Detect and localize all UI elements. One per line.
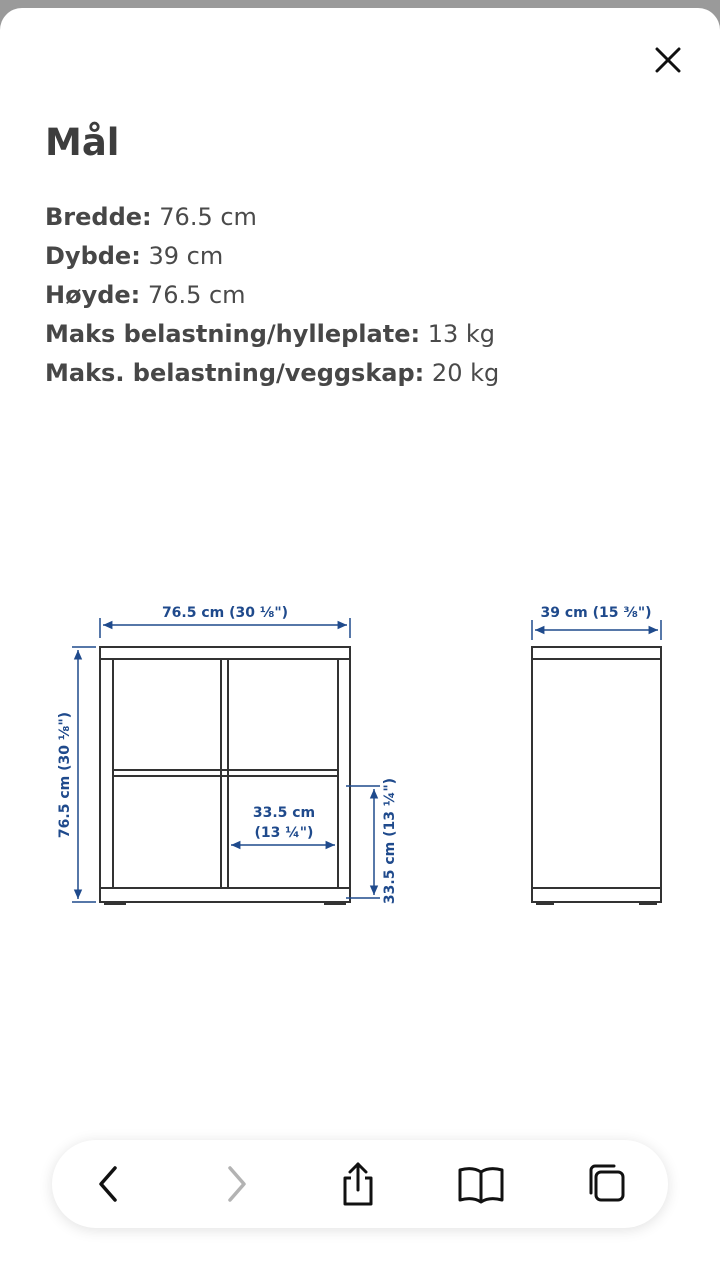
front-height-label: 76.5 cm (30 ⅛") [57,711,73,839]
spec-label: Dybde: [45,242,141,270]
book-icon [457,1164,505,1204]
spec-depth [45,237,499,276]
chevron-left-icon [95,1164,123,1204]
back-button[interactable] [79,1154,139,1214]
spec-value: 39 cm [148,242,224,270]
close-icon [655,47,681,73]
chevron-right-icon [222,1164,250,1204]
spec-height [45,276,499,315]
spec-value: 76.5 cm [159,203,257,231]
side-view-feet [536,902,657,905]
inner-width-label: 33.5 cm [252,805,316,821]
bookmarks-button[interactable] [451,1154,511,1214]
inner-height-dimension [346,786,380,898]
spec-label: Maks. belastning/veggskap: [45,359,425,387]
spec-label: Maks belastning/hylleplate: [45,320,421,348]
front-width-dimension [100,618,350,638]
spec-max-load-wall [45,354,499,393]
tabs-button[interactable] [575,1154,635,1214]
side-depth-label: 39 cm (15 ⅜") [540,605,652,621]
spec-width [45,198,499,237]
front-width-label: 76.5 cm (30 ⅛") [161,605,289,621]
spec-value: 20 kg [431,359,500,387]
front-height-dimension [72,647,96,902]
front-view-feet [104,902,346,905]
forward-button[interactable] [206,1154,266,1214]
browser-toolbar [52,1140,668,1228]
tabs-icon [583,1162,627,1206]
page-title: Mål [45,121,120,164]
side-depth-dimension [532,620,661,640]
spec-value: 76.5 cm [147,281,246,309]
spec-label: Høyde: [45,281,141,309]
spec-value: 13 kg [427,320,496,348]
close-button[interactable] [648,40,688,80]
spec-label: Bredde: [45,203,152,231]
inner-height-label: 33.5 cm (13 ¼") [382,777,398,905]
spec-max-load-shelf [45,315,499,354]
share-button[interactable] [328,1154,388,1214]
front-view-shelf [100,647,350,902]
share-icon [338,1161,378,1207]
side-view-shelf [532,647,661,902]
inner-width-label-inches: (13 ¼") [254,825,314,841]
specs-list [45,198,499,393]
dimensions-sheet [0,8,720,1280]
